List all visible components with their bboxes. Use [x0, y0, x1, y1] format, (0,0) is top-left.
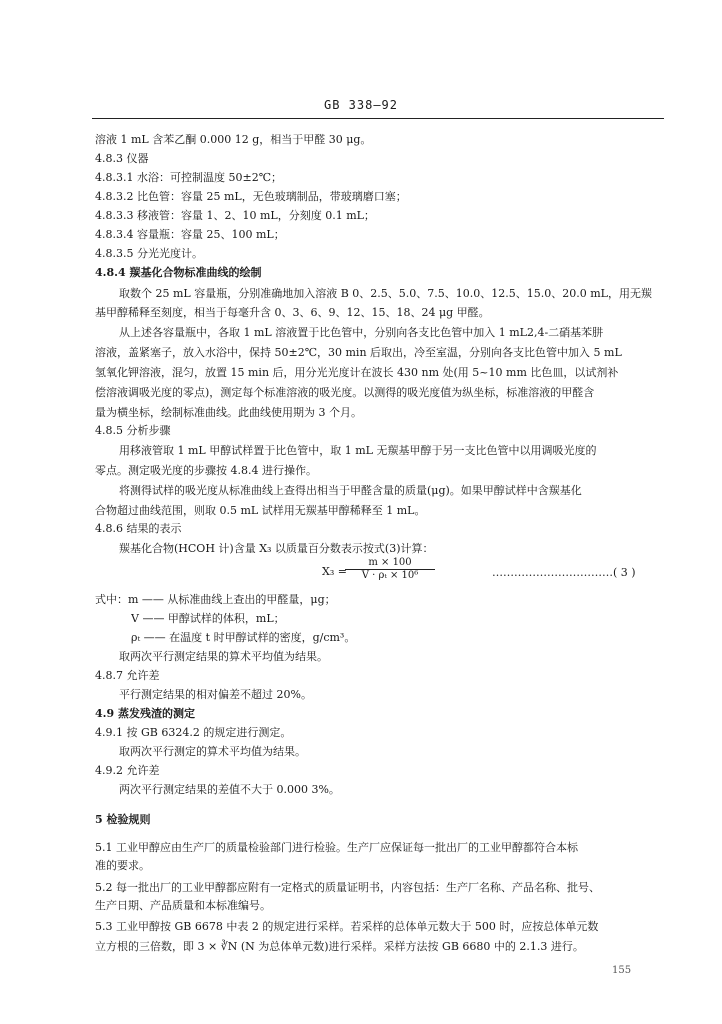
- text-line: 溶液，盖紧塞子，放入水浴中，保持 50±2℃，30 min 后取出，冷至室温，分别向各支比色管中加入 5 mL: [95, 346, 622, 359]
- chapter-heading: 5 检验规则: [95, 813, 151, 826]
- page-number: 155: [612, 965, 632, 976]
- text-line: 零点。测定吸光度的步骤按 4.8.4 进行操作。: [95, 464, 317, 477]
- text-line: 羰基化合物(HCOH 计)含量 X₃ 以质量百分数表示按式(3)计算：: [119, 542, 434, 555]
- list-item: 4.8.3.2 比色管：容量 25 mL，无色玻璃制品，带玻璃磨口塞；: [95, 190, 407, 203]
- text-line: 将测得试样的吸光度从标准曲线上查得出相当于甲醛含量的质量(μg)。如果甲醇试样中含羰基化: [119, 484, 582, 497]
- list-item: 4.8.3.1 水浴：可控制温度 50±2℃；: [95, 171, 282, 184]
- header-rule: [92, 118, 664, 119]
- text-line: 基甲醇稀释至刻度，相当于每毫升含 0、3、6、9、12、15、18、24 μg 甲醛。: [95, 306, 490, 319]
- section-heading: 4.9.2 允许差: [95, 764, 160, 777]
- text-line: 式中：m —— 从标准曲线上查出的甲醛量，μg；: [95, 593, 336, 606]
- text-line: 合物超过曲线范围，则取 0.5 mL 试样用无羰基甲醇稀释至 1 mL。: [95, 504, 426, 517]
- section-heading: 4.8.3 仪器: [95, 152, 149, 165]
- text-line: 取数个 25 mL 容量瓶，分别准确地加入溶液 B 0、2.5、5.0、7.5、10.0、12.5、15.0、20.0 mL，用无羰: [119, 287, 652, 300]
- text-line: 5.3 工业甲醇按 GB 6678 中表 2 的规定进行采样。若采样的总体单元数大于 500 时，应按总体单元数: [95, 920, 599, 933]
- text-line: 偿溶液调吸光度的零点)，测定每个标准溶液的吸光度。以测得的吸光度值为纵坐标，标准溶液的甲醛含: [95, 386, 595, 399]
- section-heading: 4.8.5 分析步骤: [95, 424, 171, 437]
- text-line: 5.1 工业甲醇应由生产厂的质量检验部门进行检验。生产厂应保证每一批出厂的工业甲醇都符合本标: [95, 841, 578, 854]
- text-line: 用移液管取 1 mL 甲醇试样置于比色管中，取 1 mL 无羰基甲醇于另一支比色管中以用调吸光度的: [119, 444, 597, 457]
- text-line: 溶液 1 mL 含苯乙酮 0.000 12 g，相当于甲醛 30 μg。: [95, 133, 372, 146]
- equation-number: ……………………………( 3 ): [492, 566, 636, 579]
- text-line: 平行测定结果的相对偏差不超过 20%。: [119, 688, 312, 701]
- list-item: 4.9.1 按 GB 6324.2 的规定进行测定。: [95, 726, 292, 739]
- text-line: 两次平行测定结果的差值不大于 0.000 3%。: [119, 783, 340, 796]
- text-line: 5.2 每一批出厂的工业甲醇都应附有一定格式的质量证明书，内容包括：生产厂名称、产品名称、批号、: [95, 881, 600, 894]
- section-heading: 4.8.6 结果的表示: [95, 522, 182, 535]
- standard-number-header: GB 338—92: [323, 98, 399, 112]
- text-line: 取两次平行测定结果的算术平均值为结果。: [119, 650, 328, 663]
- text-line: 取两次平行测定的算术平均值为结果。: [119, 745, 306, 758]
- formula-lhs: X₃ =: [322, 565, 347, 578]
- formula-fraction: [345, 557, 435, 581]
- formula-denominator: V · ρₜ × 10⁶: [361, 570, 419, 581]
- list-item: 4.8.3.4 容量瓶：容量 25、100 mL；: [95, 228, 285, 241]
- formula-numerator: m × 100: [345, 557, 435, 570]
- text-line: 立方根的三倍数，即 3 × ∛N (N 为总体单元数)进行采样。采样方法按 GB 6680 中的 2.1.3 进行。: [95, 940, 584, 953]
- text-line: 生产日期、产品质量和本标准编号。: [95, 899, 271, 912]
- text-line: ρₜ —— 在温度 t 时甲醇试样的密度，g/cm³。: [131, 631, 356, 644]
- section-heading: 4.8.7 允许差: [95, 669, 160, 682]
- text-line: 准的要求。: [95, 859, 150, 872]
- text-line: V —— 甲醇试样的体积，mL；: [131, 612, 285, 625]
- section-heading: 4.8.4 羰基化合物标准曲线的绘制: [95, 266, 262, 279]
- section-heading: 4.9 蒸发残渣的测定: [95, 707, 195, 720]
- text-line: 从上述各容量瓶中，各取 1 mL 溶液置于比色管中，分别向各支比色管中加入 1 mL2,4-二硝基苯肼: [119, 326, 604, 339]
- list-item: 4.8.3.5 分光光度计。: [95, 247, 203, 260]
- text-line: 量为横坐标，绘制标准曲线。此曲线使用期为 3 个月。: [95, 406, 362, 419]
- text-line: 氢氧化钾溶液，混匀，放置 15 min 后，用分光光度计在波长 430 nm 处(用 5~10 mm 比色皿，以试剂补: [95, 366, 619, 379]
- list-item: 4.8.3.3 移液管：容量 1、2、10 mL，分刻度 0.1 mL；: [95, 209, 375, 222]
